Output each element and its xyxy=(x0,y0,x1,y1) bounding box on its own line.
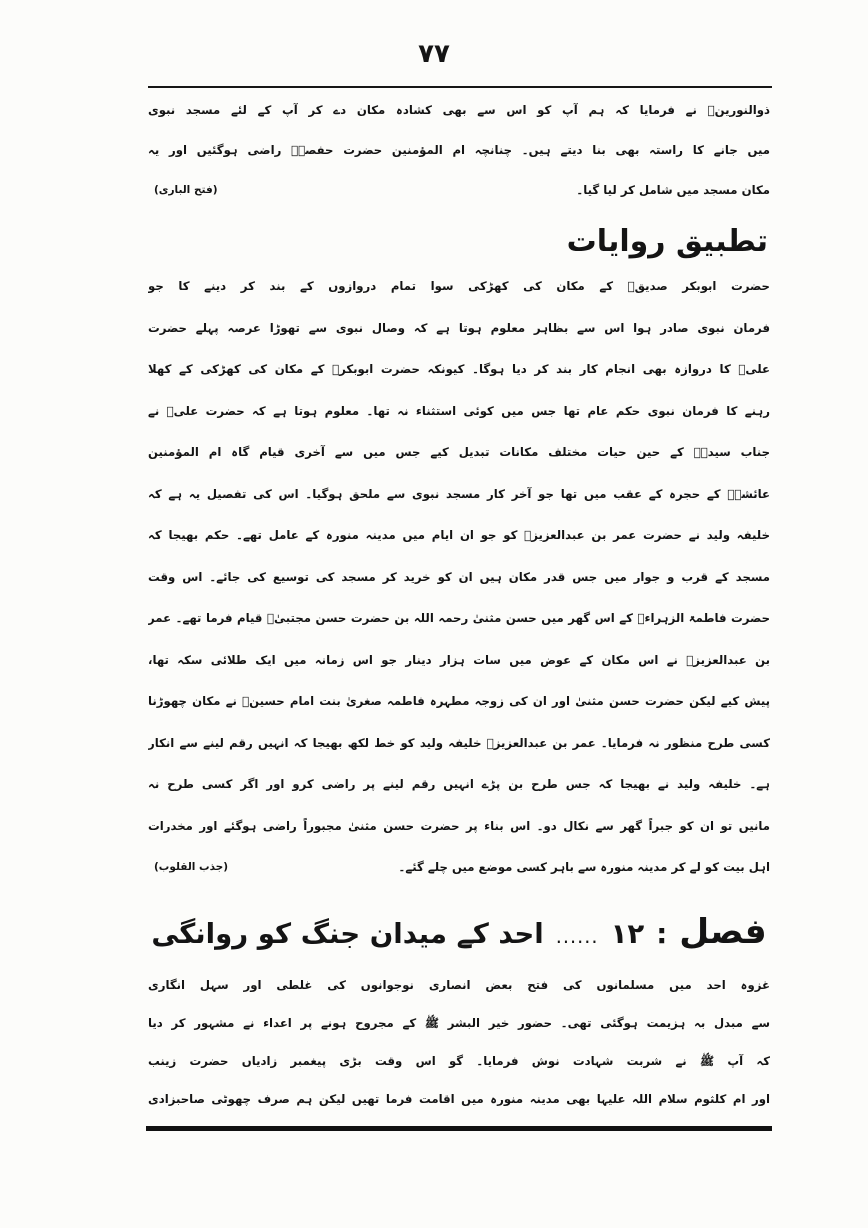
text-line-content: میں جانے کا راستہ بھی بنا دیتے ہیں۔ چنانچہ ام المؤمنین حضرت حفصہؓ راضی ہوگئیں اور یہ xyxy=(148,143,770,157)
chapter-label: فصل xyxy=(679,912,767,952)
text-line xyxy=(148,1080,770,1118)
text-line xyxy=(148,806,770,848)
text-line xyxy=(148,391,770,433)
text-line-content: مانیں تو ان کو جبراً گھر سے نکال دو۔ اس بناء پر حضرت حسن مثنیٰ مجبوراً راضی ہوگئے اور مخدرات xyxy=(148,818,770,833)
text-line xyxy=(148,432,770,474)
text-line-content: ذوالنورینؓ نے فرمایا کہ ہم آپ کو اس سے بھی کشادہ مکان دے کر آپ کے لئے مسجد نبوی xyxy=(148,103,770,117)
text-line xyxy=(148,966,770,1004)
text-line-content: علیؓ کا دروازہ بھی انجام کار بند کر دیا ہوگا۔ کیونکہ حضرت ابوبکرؓ کے مکان کی کھڑکی کے کھلا xyxy=(148,362,770,376)
text-line-content: کہ آپ ﷺ نے شربت شہادت نوش فرمایا۔ گو اس وقت بڑی پیغمبر زادیاں حضرت زینب xyxy=(148,1054,770,1068)
page-number: ۷۷ xyxy=(418,39,450,69)
text-line-with-citation xyxy=(148,847,770,889)
text-line xyxy=(148,681,770,723)
text-line-content: اہل بیت کو لے کر مدینہ منورہ سے باہر کسی موضع میں چلے گئے۔ xyxy=(398,860,770,874)
text-line xyxy=(148,474,770,516)
text-line xyxy=(148,1042,770,1080)
text-line xyxy=(148,130,770,170)
text-line xyxy=(148,515,770,557)
text-line xyxy=(148,266,770,308)
text-line xyxy=(148,349,770,391)
text-line-with-citation xyxy=(148,170,770,210)
text-line xyxy=(148,557,770,599)
section-paragraph xyxy=(148,266,770,889)
chapter-heading-row xyxy=(151,902,766,962)
text-line-content: اور ام کلثوم سلام اللہ علیہا بھی مدینہ منورہ میں اقامت فرما تھیں لیکن ہم صرف چھوٹی صاحبزادی xyxy=(148,1092,770,1106)
chapter-title: احد کے میدان جنگ کو روانگی xyxy=(151,917,544,950)
text-line-content: عائشہؓ کے حجرہ کے عقب میں تھا جو آخر کار مسجد نبوی سے ملحق ہوگیا۔ اس کی تفصیل یہ ہے کہ xyxy=(148,486,770,501)
chapter-separator: : xyxy=(656,917,668,950)
text-line-content: مکان مسجد میں شامل کر لیا گیا۔ xyxy=(576,183,770,197)
text-line-content: جناب سیدہؓ کے حین حیات مختلف مکانات تبدیل کیے جس میں سے آخری قیام گاہ ام المؤمنین xyxy=(148,445,770,459)
text-line xyxy=(148,90,770,130)
text-line-content: ہے۔ خلیفہ ولید نے بھیجا کہ جس طرح بن پڑے انہیں رقم لینے پر راضی کرو اور اگر کسی طرح نہ xyxy=(148,777,770,791)
header-rule xyxy=(148,86,772,88)
text-line-content: کسی طرح منظور نہ فرمایا۔ عمر بن عبدالعزیزؒ خلیفہ ولید کو خط لکھ بھیجا کہ انہیں رقم لینے سے انکار xyxy=(148,735,770,750)
text-line-content: خلیفہ ولید نے حضرت عمر بن عبدالعزیزؒ کو جو ان ایام میں مدینہ منورہ کے عامل تھے۔ حکم بھیجا کہ xyxy=(148,528,770,542)
citation: (فتح الباری) xyxy=(154,184,218,196)
text-line-content: غزوہ احد میں مسلمانوں کی فتح بعض انصاری نوجوانوں کی غلطی اور سہل انگاری xyxy=(148,978,770,992)
text-line xyxy=(148,640,770,682)
text-line-content: بن عبدالعزیزؒ نے اس مکان کے عوض میں سات ہزار دینار جو اس زمانہ میں ایک طلائی سکہ تھا، xyxy=(148,652,770,667)
text-line-content: پیش کیے لیکن حضرت حسن مثنیٰ اور ان کی زوجہ مطہرہ فاطمہ صغریٰ بنت امام حسینؓ نے مکان چھوڑنا xyxy=(148,694,770,708)
chapter-number: ۱۲ xyxy=(610,917,645,950)
text-line xyxy=(148,723,770,765)
text-line xyxy=(148,764,770,806)
chapter-paragraph xyxy=(148,966,770,1118)
text-line xyxy=(148,598,770,640)
text-line xyxy=(148,308,770,350)
text-line-content: حضرت ابوبکر صدیقؓ کے مکان کی کھڑکی سوا تمام دروازوں کے بند کر دینے کا جو xyxy=(148,279,770,293)
text-line-content: فرمان نبوی صادر ہوا اس سے بظاہر معلوم ہوتا ہے کہ وصال نبوی سے تھوڑا عرصہ پہلے حضرت xyxy=(148,320,770,335)
text-line-content: حضرت فاطمۃ الزہراءؓ کے اس گھر میں حسن مثنیٰ رحمہ اللہ بن حضرت حسن مجتبیٰؓ قیام فرما تھے۔ عمر xyxy=(148,611,770,625)
citation: (جذب القلوب) xyxy=(154,861,229,873)
text-line-content: مسجد کے قرب و جوار میں جس قدر مکان ہیں ان کو خرید کر مسجد کی توسیع کی جائے۔ اس وقت xyxy=(148,569,770,584)
text-line-content: سے مبدل بہ ہزیمت ہوگئی تھی۔ حضور خیر البشر ﷺ کے مجروح ہونے پر اعداء نے مشہور کر دیا xyxy=(148,1016,770,1030)
chapter-heading xyxy=(148,902,770,962)
footer-rule xyxy=(146,1126,772,1131)
intro-paragraph xyxy=(148,90,770,210)
chapter-dots: ...... xyxy=(555,925,599,948)
text-line-content: رہنے کا فرمان نبوی حکم عام تھا جس میں کوئی استثناء نہ تھا۔ معلوم ہوتا ہے کہ حضرت علیؓ نے xyxy=(148,403,770,418)
section-heading: تطبیق روایات xyxy=(566,224,768,259)
text-line xyxy=(148,1004,770,1042)
